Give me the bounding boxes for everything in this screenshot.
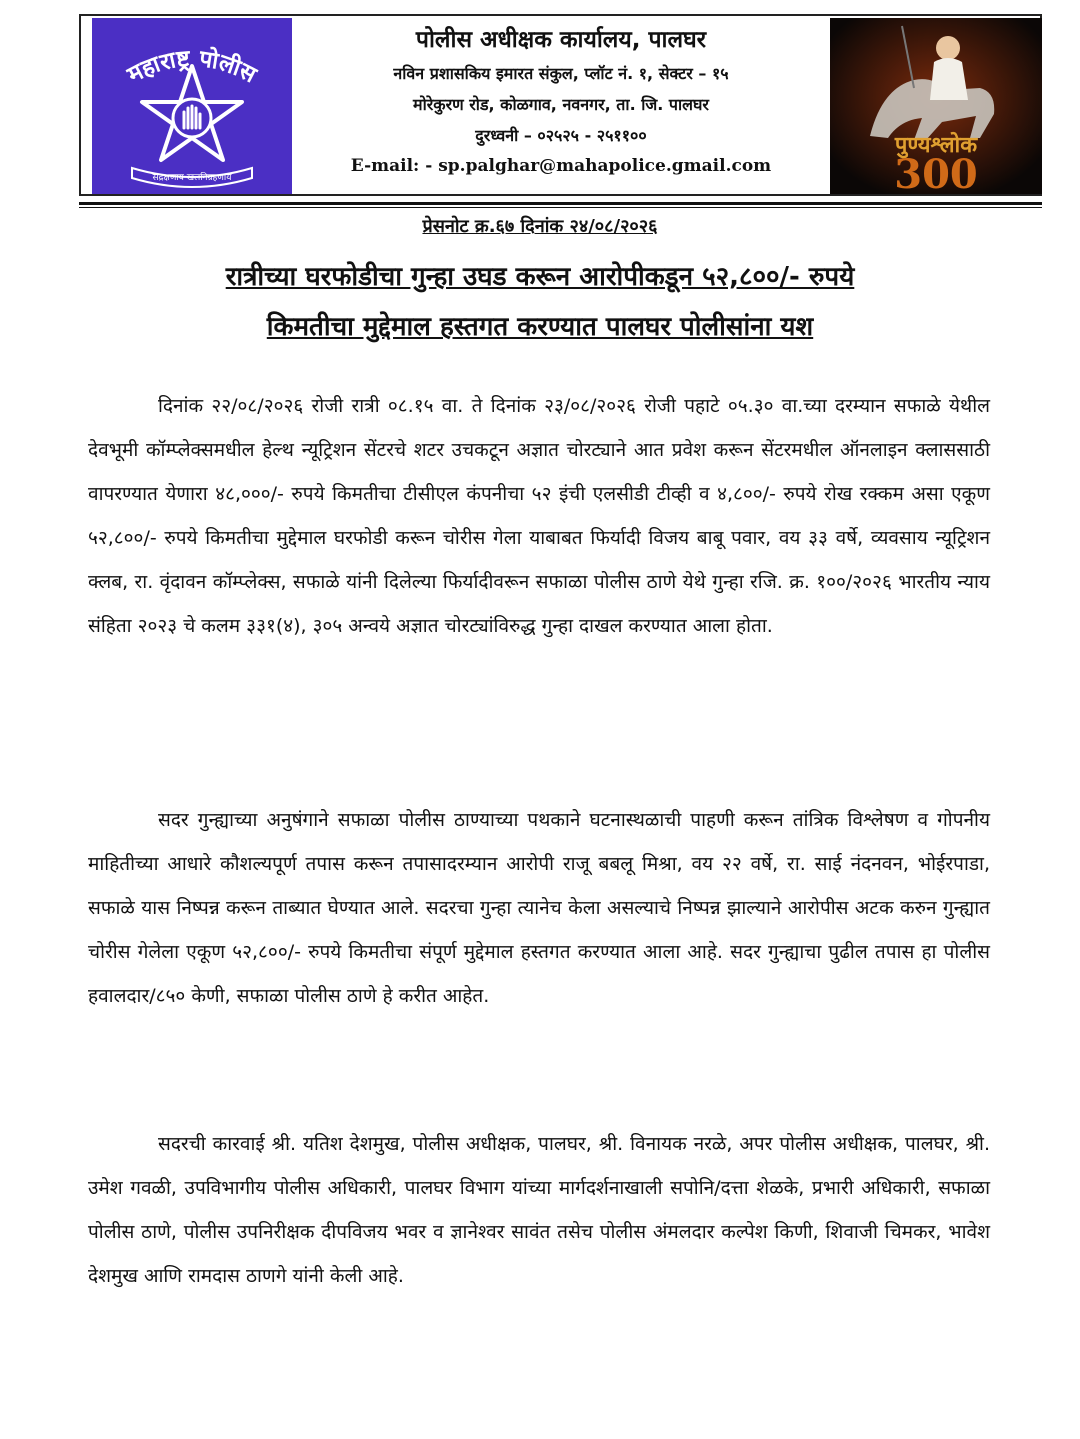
headline [60, 252, 1020, 352]
punyashlok-300-logo-icon [830, 18, 1042, 194]
paragraph-investigation: सदर गुन्ह्याच्या अनुषंगाने सफाळा पोलीस ठाण्याच्या पथकाने घटनास्थळाची पाहणी करून तांत्रिक विश्लेषण व गोपनीय माहितीच्या आधारे कौशल्यपूर्ण तपास करून तपासादरम्यान आरोपी राजू बबलू मिश्रा, वय २२ वर्षे, रा. साई नंदनवन, भोईरपाडा, सफाळे यास निष्पन्न करून ताब्यात घेण्यात आले. सदरचा गुन्हा त्यानेच केला असल्याचे निष्पन्न झाल्याने आरोपीस अटक करुन गुन्ह्यात चोरीस गेलेला एकूण ५२,८००/- रुपये किमतीचा संपूर्ण मुद्देमाल हस्तगत करण्यात आला आहे. सदर गुन्ह्याचा पुढील तपास हा पोलीस हवालदार/८५० केणी, सफाळा पोलीस ठाणे हे करीत आहेत. [88, 809, 990, 1007]
emblem-motto-text: सद्रक्षणाय खलनिग्रहणाय [152, 173, 232, 183]
phone-line: दुरध्वनी – ०२५२५ - २५११०० [475, 126, 647, 145]
paragraph-incident: दिनांक २२/०८/२०२६ रोजी रात्री ०८.१५ वा. ते दिनांक २३/०८/२०२६ रोजी पहाटे ०५.३० वा.च्या दरम्यान सफाळे येथील देवभूमी कॉम्प्लेक्समधील हेल्थ न्यूट्रिशन सेंटरचे शटर उचकटून अज्ञात चोरट्याने आत प्रवेश करून सेंटरमधील ऑनलाइन क्लाससाठी वापरण्यात येणारा ४८,०००/- रुपये किमतीचा टीसीएल कंपनीचा ५२ इंची एलसीडी टीव्ही व ४,८००/- रुपये रोख रक्कम असा एकूण ५२,८००/- रुपये किमतीचा मुद्देमाल घरफोडी करून चोरीस गेला याबाबत फिर्यादी विजय बाबू पवार, वय ३३ वर्षे, व्यवसाय न्यूट्रिशन क्लब, रा. वृंदावन कॉम्प्लेक्स, सफाळे यांनी दिलेल्या फिर्यादीवरून सफाळा पोलीस ठाणे येथे गुन्हा रजि. क्र. १००/२०२६ भारतीय न्याय संहिता २०२३ चे कलम ३३१(४), ३०५ अन्वये अज्ञात चोरट्यांविरुद्ध गुन्हा दाखल करण्यात आला होता. [88, 395, 990, 637]
address-line-1: नविन प्रशासकिय इमारत संकुल, प्लॉट नं. १, सेक्टर – १५ [393, 64, 729, 83]
header-divider-thick [79, 202, 1042, 205]
emblem-title-text: महाराष्ट्र पोलीस [123, 45, 261, 89]
headline-line-1: रात्रीच्या घरफोडीचा गुन्हा उघड करून आरोपीकडून ५२,८००/- रुपये [225, 262, 855, 292]
office-title: पोलीस अधीक्षक कार्यालय, पालघर [415, 27, 707, 53]
paragraph-credits: सदरची कारवाई श्री. यतिश देशमुख, पोलीस अधीक्षक, पालघर, श्री. विनायक नरळे, अपर पोलीस अधीक्षक, पालघर, श्री. उमेश गवळी, उपविभागीय पोलीस अधिकारी, पालघर विभाग यांच्या मार्गदर्शनाखाली सपोनि/दत्ता शेळके, प्रभारी अधिकारी, सफाळा पोलीस ठाणे, पोलीस उपनिरीक्षक दीपविजय भवर व ज्ञानेश्वर सावंत तसेच पोलीस अंमलदार कल्पेश किणी, शिवाजी चिमकर, भावेश देशमुख आणि रामदास ठाणगे यांनी केली आहे. [88, 1133, 990, 1287]
header-divider-thin [79, 207, 1042, 208]
press-note-text: प्रेसनोट क्र.६७ दिनांक २४/०८/२०२६ [422, 216, 658, 237]
email-line: E-mail: - sp.palghar@mahapolice.gmail.com [350, 156, 772, 176]
press-note-line [0, 214, 1080, 238]
maharashtra-police-emblem-icon [92, 18, 292, 194]
office-header [300, 22, 822, 181]
headline-line-2: किमतीचा मुद्देमाल हस्तगत करण्यात पालघर पोलीसांना यश [266, 312, 814, 342]
punyashlok-text: पुण्यश्लोक [894, 133, 978, 158]
punyashlok-number: 300 [894, 151, 978, 194]
address-line-2: मोरेकुरण रोड, कोळगाव, नवनगर, ता. जि. पालघर [413, 95, 709, 114]
